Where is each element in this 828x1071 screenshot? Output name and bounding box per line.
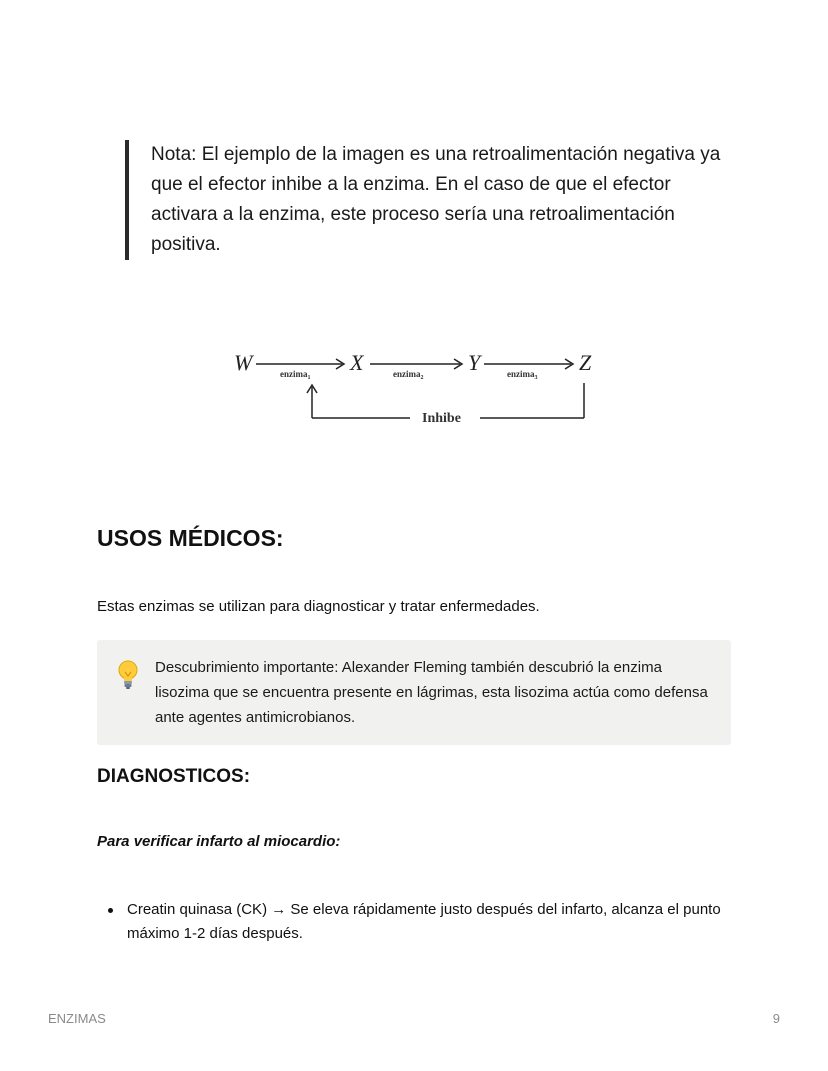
list-item [97,898,737,946]
node-y: Y [468,350,481,375]
note-blockquote [125,140,735,260]
footer-document-title: ENZIMAS [48,1011,106,1026]
enzyme-label-3: enzima$_3$ [507,369,538,381]
inhibit-label: Inhibe [422,411,461,426]
callout-box [97,640,731,745]
footer-page-number: 9 [772,1011,780,1026]
diagram-svg [228,343,598,433]
callout-text: Descubrimiento importante: Alexander Fleming también descubrió la enzima lisozima que se encuentra presente en lágrimas, esta lisozima actúa como defensa ante agentes antimicrobianos. [155,659,708,726]
node-x: X [350,350,364,375]
bullet-dot-icon [108,908,113,913]
section-heading-diagnosticos: DIAGNOSTICOS: [97,766,251,787]
subheading-infarto: Para verificar infarto al miocardio: [97,833,341,850]
arrow-x-y [370,359,462,369]
feedback-inhibition-diagram [228,343,598,433]
intro-paragraph: Estas enzimas se utilizan para diagnosticar y tratar enfermedades. [97,598,540,615]
node-z: Z [579,350,592,375]
node-w: W [234,350,253,375]
arrow-y-z [484,359,573,369]
lightbulb-icon [117,659,139,691]
section-heading-usos-medicos: USOS MÉDICOS: [97,525,284,551]
note-text: Nota: El ejemplo de la imagen es una retroalimentación negativa ya que el efector inhibe a la enzima. En el caso de que el efector activara a la enzima, este proceso sería una retroalimentación positiva. [151,144,721,255]
enzyme-label-1: enzima$_1$ [280,369,311,381]
diagnostic-list [97,898,737,946]
arrow-w-x [256,359,344,369]
enzyme-label-2: enzima$_2$ [393,369,424,381]
list-item-text: Creatin quinasa (CK) → Se eleva rápidamente justo después del infarto, alcanza el punto máximo 1-2 días después. [127,901,721,942]
